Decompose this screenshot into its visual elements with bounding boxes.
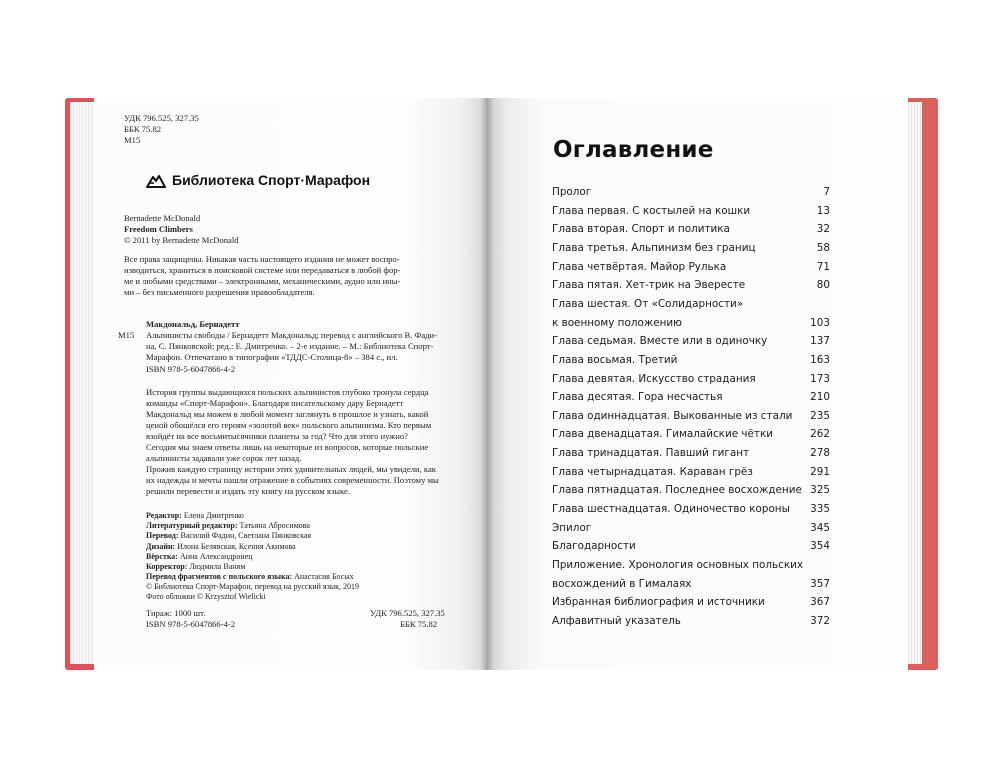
toc-entry <box>552 559 830 575</box>
toc-entry-label: Глава четвёртая. Майор Рулька <box>552 260 727 273</box>
toc-entry-page: 137 <box>810 335 830 348</box>
annotation-line: их надежды и мечты нашли отражение в событиях современности. Поэтому мы <box>146 475 439 485</box>
toc-entry <box>552 223 830 239</box>
toc-entry <box>552 503 830 519</box>
toc-entry-label: Глава шестнадцатая. Одиночество короны <box>552 503 790 516</box>
annotation-line: История группы выдающихся польских альпинистов глубоко тронула сердца <box>146 387 429 397</box>
toc-entry <box>552 354 830 370</box>
credit-name: Татьяна Абросимова <box>237 521 310 531</box>
credit-role: Перевод: <box>146 531 179 541</box>
credit-role: Дизайн: <box>146 541 176 551</box>
credit-row <box>146 511 244 521</box>
toc-entry <box>552 186 830 202</box>
annotation-line: Прожив каждую страницу истории этих удивительных людей, мы увидели, как <box>146 464 436 474</box>
credit-role: Редактор: <box>146 511 182 520</box>
toc-entry-page: 163 <box>810 353 830 366</box>
toc-entry <box>552 317 830 333</box>
toc-entry-label: Глава пятнадцатая. Последнее восхождение <box>552 484 802 497</box>
isbn-mid: ISBN 978-5-6047866-4-2 <box>146 364 236 374</box>
toc-entry-label: Глава двенадцатая. Гималайские чётки <box>552 428 774 441</box>
toc-entry <box>552 615 830 631</box>
original-author: Bernadette McDonald <box>124 213 201 223</box>
toc-entry <box>552 540 830 556</box>
toc-entry-label: Глава третья. Альпинизм без границ <box>552 241 756 254</box>
credit-row <box>146 531 311 541</box>
toc-entry-page: 354 <box>810 540 830 553</box>
credit-name: Людмила Ваням <box>187 562 246 571</box>
toc-entry <box>552 205 830 221</box>
annotation-line: альпинисты задавали уже сорок лет назад. <box>146 453 302 463</box>
toc-entry-page: 71 <box>816 260 830 273</box>
bbk-top: ББК 75.82 <box>124 124 162 134</box>
toc-entry <box>552 242 830 258</box>
toc-entry-label: Избранная библиография и источники <box>552 596 765 609</box>
toc-entry-label: восхождений в Гималаях <box>552 577 692 590</box>
toc-entry-page: 80 <box>816 279 830 292</box>
toc-entry <box>552 447 830 463</box>
credit-name: Илона Белявская, Ксения Акимова <box>175 541 296 551</box>
toc-entry-page: 7 <box>823 186 830 198</box>
toc-entry-page: 291 <box>810 465 830 478</box>
udk-top: УДК 796.525, 327.35 <box>124 113 199 123</box>
toc-entry <box>552 279 830 295</box>
toc-entry <box>552 335 830 351</box>
credit-row <box>146 542 296 552</box>
catalog-author: Макдональд, Бернадетт <box>146 319 240 329</box>
rights-line: ме и любыми средствами – электронными, механическими, аудио или ины- <box>124 276 401 286</box>
credit-name: Елена Дмитренко <box>181 511 244 520</box>
toc-entry-label: Глава седьмая. Вместе или в одиночку <box>552 335 768 348</box>
toc-title: Оглавление <box>553 137 714 163</box>
toc-entry-label: Глава одиннадцатая. Выкованные из стали <box>552 409 793 422</box>
original-copyright: © 2011 by Bernadette McDonald <box>124 235 239 245</box>
toc-entry-label: Глава вторая. Спорт и политика <box>552 223 730 236</box>
mountain-logo-icon <box>146 172 166 188</box>
annotation-line: команды «Спорт-Марафон». Благодаря писательскому дару Бернадетт <box>146 398 404 408</box>
toc-entry-label: Глава десятая. Гора несчастья <box>552 391 723 404</box>
toc-entry-page: 13 <box>816 204 830 217</box>
annotation-line: взойдёт на все восьмитысячники планеты за год? Что для этого нужно? <box>146 431 408 441</box>
credit-role: Вёрстка: <box>146 551 178 561</box>
print-run: Тираж: 1000 шт. <box>146 608 206 618</box>
toc-entry-page: 32 <box>816 223 830 236</box>
photo-credit: Фото обложки © Krzysztof Wielicki <box>146 592 266 601</box>
toc-entry <box>552 484 830 500</box>
toc-entry-page: 335 <box>810 503 830 516</box>
rights-line: изводиться, храниться в поисковой системе или передаваться в любой фор- <box>124 265 401 275</box>
credit-row <box>146 572 354 582</box>
credit-name: Василий Фадин, Светлана Пянковская <box>178 531 312 541</box>
toc-entry-label: Пролог <box>552 186 592 198</box>
toc-entry-label: Приложение. Хронология основных польских <box>552 559 804 571</box>
toc-entry <box>552 298 830 314</box>
code-top: М15 <box>124 135 141 145</box>
toc-entry-label: к военному положению <box>552 316 682 329</box>
toc-entry-page: 210 <box>810 391 830 404</box>
toc-entry-label: Благодарности <box>552 540 636 553</box>
publisher-logo <box>146 172 370 188</box>
toc-entry <box>552 596 830 612</box>
toc-entry <box>552 410 830 426</box>
credit-row <box>146 552 253 562</box>
toc-entry-label: Глава шестая. От «Солидарности» <box>552 297 744 310</box>
toc-entry <box>552 391 830 407</box>
toc-entry-page: 103 <box>810 316 830 329</box>
credit-name: Анастасия Босых <box>292 572 354 582</box>
annotation-line: Сегодня мы знаем ответы лишь на некоторые из вопросов, которые польские <box>146 442 429 452</box>
publisher-copyright: © Библиотека Спорт-Марафон, перевод на русский язык, 2019 <box>146 582 360 591</box>
toc-entry <box>552 261 830 277</box>
toc-entry-page: 372 <box>810 614 830 627</box>
toc-entry <box>552 373 830 389</box>
toc-entry-page: 345 <box>810 521 830 534</box>
publisher-name: Библиотека Спорт·Марафон <box>172 172 371 188</box>
rights-line: Все права защищены. Никакая часть настоящего издания не может воспро- <box>124 254 400 264</box>
toc-entry-label: Глава восьмая. Третий <box>552 353 678 366</box>
toc-entry <box>552 428 830 444</box>
toc-entry-label: Глава первая. С костылей на кошки <box>552 204 751 217</box>
toc-entry-page: 262 <box>810 428 830 441</box>
toc-entry <box>552 522 830 538</box>
toc-entry-label: Глава тринадцатая. Павший гигант <box>552 447 750 460</box>
toc-entry-label: Глава четырнадцатая. Караван грёз <box>552 465 753 478</box>
rights-line: ми – без письменного разрешения правообладателя. <box>124 287 315 297</box>
toc-entry-label: Глава девятая. Искусство страдания <box>552 372 756 385</box>
isbn-bottom: ISBN 978-5-6047866-4-2 <box>146 619 236 629</box>
original-title: Freedom Climbers <box>124 224 193 234</box>
annotation-line: решили перевести и издать эту книгу на русском языке. <box>146 486 350 496</box>
credit-role: Перевод фрагментов с польского языка: <box>146 572 293 582</box>
toc-entry-page: 235 <box>810 409 830 422</box>
toc-entry-page: 357 <box>810 577 830 590</box>
catalog-code: М15 <box>118 330 135 340</box>
credit-role: Литературный редактор: <box>146 521 238 531</box>
udk-bottom: УДК 796.525, 327.35 <box>370 608 445 618</box>
book-gutter <box>480 98 494 670</box>
catalog-line: Марафон. Отпечатано в типографии «ТДДС-Столица-8» – 384 с., ил. <box>146 352 398 362</box>
toc-entry-page: 367 <box>810 596 830 609</box>
annotation-line: ценой обошёлся его героям «золотой век» польского альпинизма. Кто первым <box>146 420 432 430</box>
toc-entry-page: 58 <box>816 241 830 254</box>
credit-row <box>146 562 245 572</box>
toc-entry-label: Алфавитный указатель <box>552 614 681 627</box>
bbk-bottom: ББК 75.82 <box>400 619 438 629</box>
credit-role: Корректор: <box>146 562 188 571</box>
toc-entry <box>552 466 830 482</box>
toc-entry-page: 325 <box>810 484 830 497</box>
credit-name: Анна Александронец <box>177 551 253 561</box>
toc-entry-page: 173 <box>810 372 830 385</box>
annotation-line: Макдональд мы можем в любой момент заглянуть в прошлое и узнать, какой <box>146 409 429 419</box>
catalog-line: на, С. Пянковской; ред.: Е. Дмитренко. – 2-е издание. – М.: Библиотека Спорт- <box>146 341 434 351</box>
toc-entry-page: 278 <box>810 447 830 460</box>
toc-entry <box>552 578 830 594</box>
toc-entry-label: Глава пятая. Хет-трик на Эвересте <box>552 279 746 292</box>
toc-entry-label: Эпилог <box>552 521 592 534</box>
catalog-line: Альпинисты свободы / Бернадетт Макдональд; перевод с английского В. Фади- <box>146 330 437 340</box>
credit-row <box>146 521 310 531</box>
